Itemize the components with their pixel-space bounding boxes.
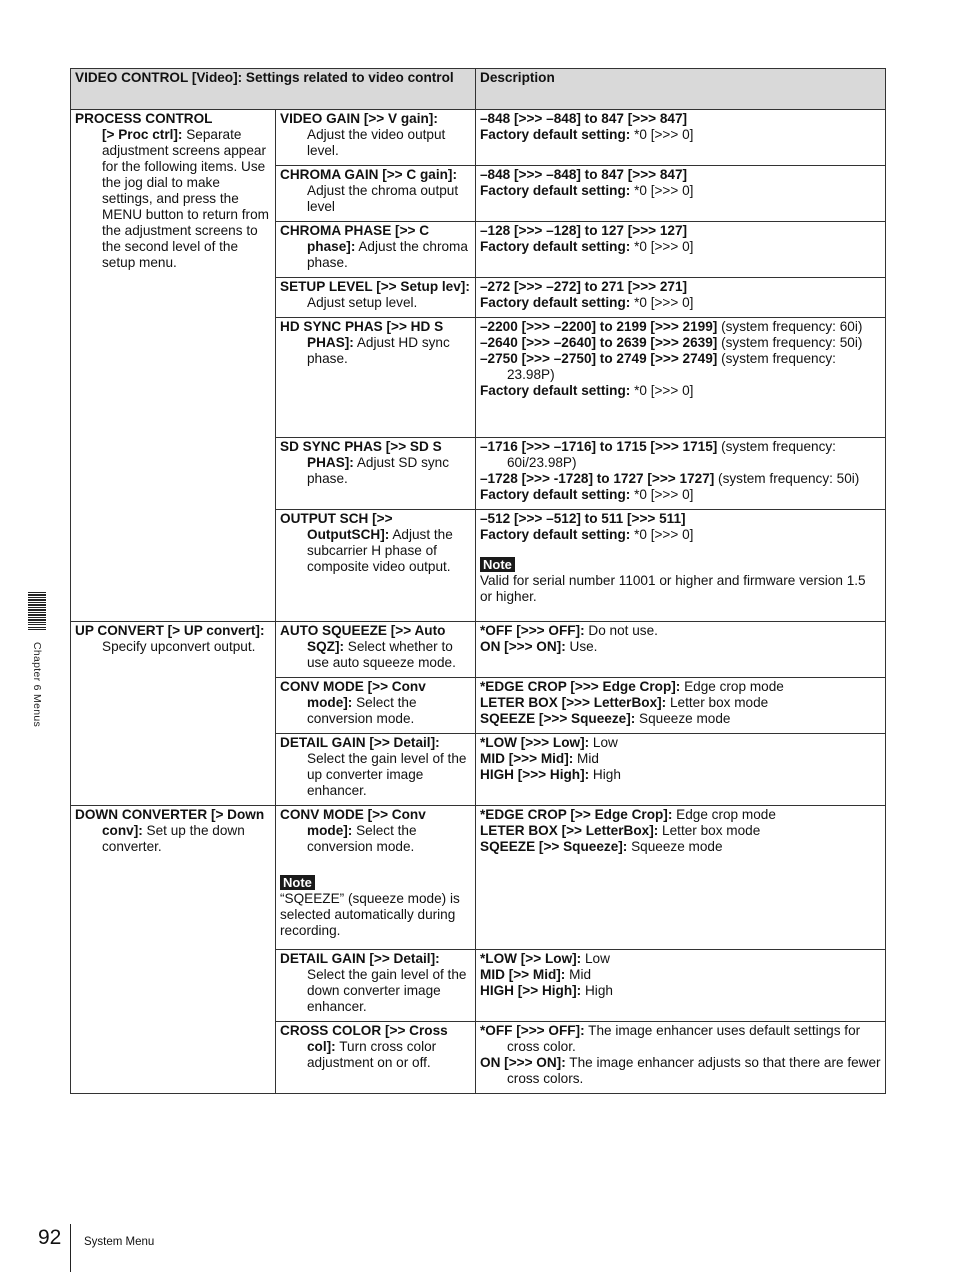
desc-detail-gain-up: *LOW [>>> Low]: Low MID [>>> Mid]: Mid HIGH [>>> High]: High [476, 734, 886, 806]
desc-chroma-gain: –848 [>>> –848] to 847 [>>> 847] Factory default setting: *0 [>>> 0] [476, 166, 886, 222]
item-detail-gain-down: DETAIL GAIN [>> Detail]: Select the gain level of the down converter image enhancer. [276, 950, 476, 1022]
group-up-convert: UP CONVERT [> UP convert]: Specify upconvert output. [71, 622, 276, 806]
item-chroma-gain: CHROMA GAIN [>> C gain]: Adjust the chroma output level [276, 166, 476, 222]
item-conv-mode-down: CONV MODE [>> Conv mode]: Select the conversion mode. Note “SQEEZE” (squeeze mode) is selected automatically during recording. [276, 806, 476, 950]
chapter-tab-marker [28, 592, 46, 632]
item-conv-mode-up: CONV MODE [>> Conv mode]: Select the conversion mode. [276, 678, 476, 734]
note-badge: Note [480, 557, 515, 572]
note-badge: Note [280, 875, 315, 890]
item-video-gain: VIDEO GAIN [>> V gain]: Adjust the video output level. [276, 110, 476, 166]
desc-sd-sync-phas: –1716 [>>> –1716] to 1715 [>>> 1715] (system frequency: 60i/23.98P) –1728 [>>> -1728] to 1727 [>>> 1727] (system frequency: 50i) Factory default setting: *0 [>>> 0] [476, 438, 886, 510]
item-output-sch: OUTPUT SCH [>> OutputSCH]: Adjust the subcarrier H phase of composite video output. [276, 510, 476, 622]
table-row [71, 622, 886, 678]
item-chroma-phase: CHROMA PHASE [>> C phase]: Adjust the chroma phase. [276, 222, 476, 278]
header-settings: VIDEO CONTROL [Video]: Settings related to video control [71, 69, 476, 110]
desc-video-gain: –848 [>>> –848] to 847 [>>> 847] Factory default setting: *0 [>>> 0] [476, 110, 886, 166]
group-process-control: PROCESS CONTROL [> Proc ctrl]: Separate adjustment screens appear for the following items. Use the jog dial to make settings, and press the MENU button to return from the adjustment screens to the second level of the setup menu. [71, 110, 276, 622]
desc-setup-level: –272 [>>> –272] to 271 [>>> 271] Factory default setting: *0 [>>> 0] [476, 278, 886, 318]
header-description: Description [476, 69, 886, 110]
group-down-converter: DOWN CONVERTER [> Down conv]: Set up the down converter. [71, 806, 276, 1094]
item-setup-level: SETUP LEVEL [>> Setup lev]: Adjust setup level. [276, 278, 476, 318]
footer-divider [70, 1224, 71, 1272]
item-detail-gain-up: DETAIL GAIN [>> Detail]: Select the gain level of the up converter image enhancer. [276, 734, 476, 806]
item-hd-sync-phas: HD SYNC PHAS [>> HD S PHAS]: Adjust HD sync phase. [276, 318, 476, 438]
desc-output-sch: –512 [>>> –512] to 511 [>>> 511] Factory default setting: *0 [>>> 0] Note Valid for serial number 11001 or higher and firmware version 1.5 or higher. [476, 510, 886, 622]
footer-section-label: System Menu [84, 1236, 155, 1248]
table-header-row [71, 69, 886, 110]
video-control-table [70, 68, 886, 1094]
desc-detail-gain-down: *LOW [>> Low]: Low MID [>> Mid]: Mid HIGH [>> High]: High [476, 950, 886, 1022]
item-cross-color: CROSS COLOR [>> Cross col]: Turn cross color adjustment on or off. [276, 1022, 476, 1094]
item-sd-sync-phas: SD SYNC PHAS [>> SD S PHAS]: Adjust SD sync phase. [276, 438, 476, 510]
item-auto-squeeze: AUTO SQUEEZE [>> Auto SQZ]: Select whether to use auto squeeze mode. [276, 622, 476, 678]
note-text: Valid for serial number 11001 or higher and firmware version 1.5 or higher. [480, 573, 866, 604]
desc-chroma-phase: –128 [>>> –128] to 127 [>>> 127] Factory default setting: *0 [>>> 0] [476, 222, 886, 278]
chapter-label: Chapter 6 Menus [31, 642, 43, 728]
desc-conv-mode-up: *EDGE CROP [>>> Edge Crop]: Edge crop mode LETER BOX [>>> LetterBox]: Letter box mode SQEEZE [>>> Squeeze]: Squeeze mode [476, 678, 886, 734]
page-number: 92 [38, 1226, 62, 1249]
table-row [71, 110, 886, 166]
note-text: “SQEEZE” (squeeze mode) is selected automatically during recording. [280, 891, 460, 938]
desc-conv-mode-down: *EDGE CROP [>> Edge Crop]: Edge crop mode LETER BOX [>> LetterBox]: Letter box mode SQEEZE [>> Squeeze]: Squeeze mode [476, 806, 886, 950]
desc-cross-color: *OFF [>>> OFF]: The image enhancer uses default settings for cross color. ON [>>> ON]: The image enhancer adjusts so that there are fewer cross colors. [476, 1022, 886, 1094]
table-row [71, 806, 886, 950]
desc-hd-sync-phas: –2200 [>>> –2200] to 2199 [>>> 2199] (system frequency: 60i) –2640 [>>> –2640] to 2639 [>>> 2639] (system frequency: 50i) –2750 [>>> –2750] to 2749 [>>> 2749] (system frequency: 23.98P) Factory default setting: *0 [>>> 0] [476, 318, 886, 438]
desc-auto-squeeze: *OFF [>>> OFF]: Do not use. ON [>>> ON]: Use. [476, 622, 886, 678]
